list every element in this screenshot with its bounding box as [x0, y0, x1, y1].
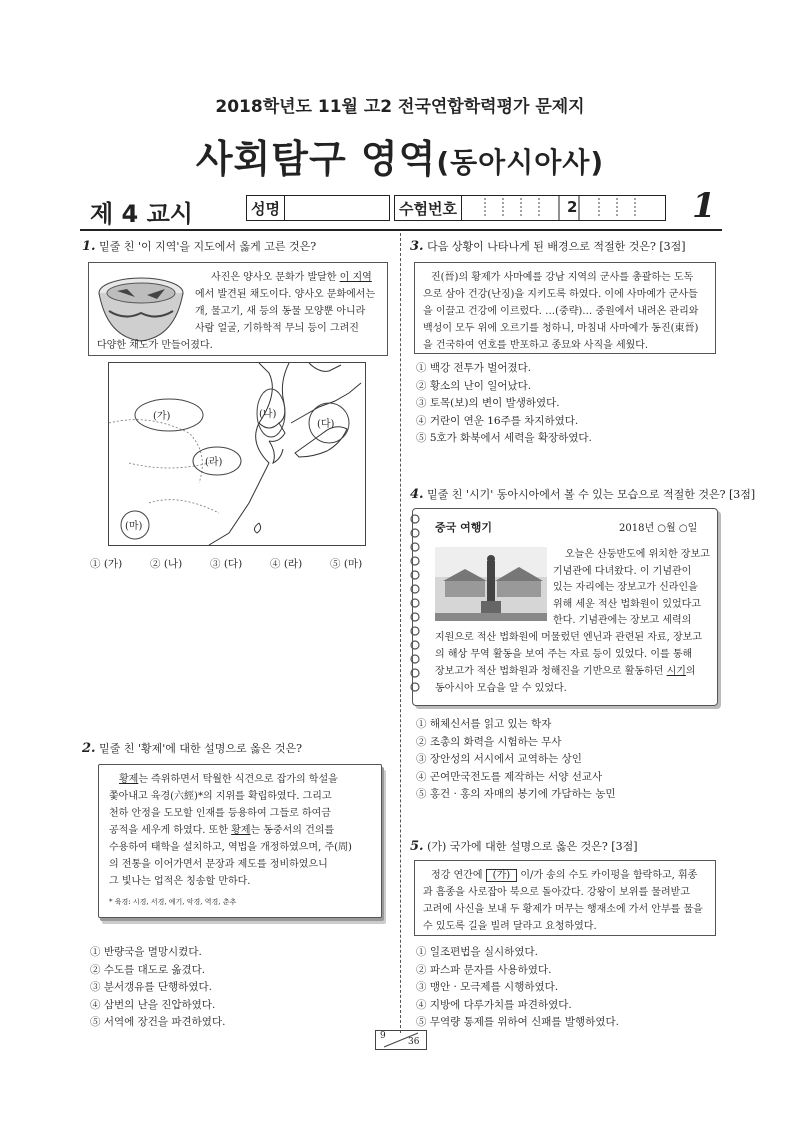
jang-bogo-memorial-photo	[435, 547, 547, 621]
q2-choice-1[interactable]: ① 반량국을 멸망시켰다.	[90, 946, 202, 958]
q4-full-text	[435, 629, 715, 697]
q3-choice-2[interactable]: ② 황소의 난이 일어났다.	[416, 379, 532, 392]
q3-passage-line: 을 이끌고 건강에 이르렀다. …(중략)… 중원에서 내려온 관리와	[423, 306, 699, 317]
q4-choice-5[interactable]: ⑤ 홍건 · 홍의 자매의 봉기에 가담하는 농민	[416, 788, 616, 800]
page-total: 36	[408, 1037, 420, 1047]
q2-passage-line: 쫓아내고 육경(六經)*의 지위를 확립하였다. 그리고	[109, 791, 332, 802]
text: 장보고가 적산 법화원과 청해진을 기반으로 활동하던	[435, 666, 667, 677]
q3-choices	[416, 360, 592, 448]
q3-passage-line: 진(晉)의 황제가 사마예를 강남 지역의 군사를 총괄하는 도독	[431, 272, 694, 283]
q2-passage	[109, 771, 375, 911]
q3-choice-3[interactable]: ③ 토목(보)의 변이 발생하였다.	[416, 397, 560, 409]
q4-right-text	[553, 547, 713, 630]
q5-passage-line	[423, 867, 707, 884]
q5-choice-5[interactable]: ⑤ 무역량 통제를 위하여 신패를 발행하였다.	[416, 1016, 619, 1028]
q2-choice-4[interactable]: ④ 삼번의 난을 진압하였다.	[90, 998, 216, 1011]
underlined-emperor: 황제	[119, 774, 139, 785]
q1-passage-line	[195, 269, 385, 286]
name-box	[246, 195, 390, 221]
q2-choice-2[interactable]: ② 수도를 대도로 옮겼다.	[90, 963, 206, 976]
q4-passage-line: 지원으로 적산 법화원에 머물렀던 엔닌과 관련된 자료, 장보고	[435, 632, 702, 643]
q1-text: 밑줄 친 '이 지역'을 지도에서 옳게 고른 것은?	[99, 240, 317, 253]
text: 는 동중서의 건의를	[250, 825, 335, 836]
q4-passage-line	[435, 663, 715, 680]
notebook-spiral	[407, 513, 423, 701]
exam-number-box	[394, 195, 666, 221]
underlined-this-region: 이 지역	[339, 272, 372, 283]
text: 공적을 세우게 하였다. 또한	[109, 825, 232, 836]
q3-passage-box	[414, 262, 716, 354]
q1-passage-box	[88, 262, 388, 356]
q2-passage-line: 의 전통을 이어가면서 문장과 제도를 정비하였으니	[109, 859, 328, 870]
map-label-ra: (라)	[205, 457, 223, 468]
q1-passage-line: 에서 발견된 채도이다. 양사오 문화에서는	[195, 289, 376, 300]
exam-subtitle: 2018학년도 11월 고2 전국연합학력평가 문제지	[215, 97, 585, 117]
column-divider	[400, 233, 401, 1033]
exam-number-cells[interactable]	[467, 196, 665, 220]
q4-passage-line: 기념관에 다녀왔다. 이 기념관이	[553, 565, 692, 577]
q2-passage-line: 수용하여 태학을 설치하고, 역법을 개정하였으며, 주(周)	[109, 842, 352, 853]
exam-title	[0, 128, 800, 183]
map-label-na: (나)	[259, 409, 277, 420]
q4-text: 밑줄 친 '시기' 동아시아에서 볼 수 있는 모습으로 적절한 것은? [3점]	[427, 488, 756, 501]
q5-choice-3[interactable]: ③ 맹안 · 모극제를 시행하였다.	[416, 981, 559, 993]
blank-ga: (가)	[486, 869, 517, 882]
q5-choices	[416, 944, 619, 1032]
q3-passage-line: 을 건국하여 연호를 반포하고 종묘와 사직을 세웠다.	[423, 340, 649, 351]
exam-number-label: 수험번호	[395, 196, 462, 220]
q1-choice-2[interactable]: ② (나)	[150, 558, 183, 570]
q4-number: 4.	[410, 487, 424, 502]
q4-passage-line: 한다. 기념관에는 장보고 세력의	[553, 615, 692, 626]
name-field[interactable]	[291, 196, 387, 220]
title-main: 사회탐구 영역	[195, 137, 437, 181]
underlined-period: 시기	[666, 666, 686, 677]
q3-passage-line: 백성이 모두 위에 오르기를 청하니, 마침내 사마예가 동진(東晉)	[423, 323, 699, 334]
q1-choice-5[interactable]: ⑤ (마)	[330, 558, 363, 570]
q5-choice-2[interactable]: ② 파스파 문자를 사용하였다.	[416, 963, 552, 976]
q5-number: 5.	[410, 839, 424, 854]
diary-date: 2018년 ○월 ○일	[619, 523, 698, 534]
q2-passage-line	[109, 822, 375, 839]
text: 는 즉위하면서 탁월한 식견으로 잡가의 학설을	[138, 774, 338, 785]
q1-choice-3[interactable]: ③ (다)	[210, 558, 243, 570]
q4-passage-line: 오늘은 산둥반도에 위치한 장보고	[565, 549, 710, 560]
underlined-emperor: 황제	[231, 825, 251, 836]
q5-choice-4[interactable]: ④ 지방에 다루가치를 파견하였다.	[416, 998, 572, 1011]
q4-choice-3[interactable]: ③ 장안성의 서시에서 교역하는 상인	[416, 753, 582, 765]
q1-number: 1.	[82, 239, 96, 254]
text: 사진은 양사오 문화가 발달한	[211, 272, 340, 283]
q4-choice-1[interactable]: ① 해체신서를 읽고 있는 학자	[416, 718, 552, 730]
q1-passage-line: 다양한 채도가 만들어졌다.	[97, 340, 213, 351]
q3-number: 3.	[410, 239, 424, 254]
q4-choice-4[interactable]: ④ 곤여만국전도를 제작하는 서양 선교사	[416, 770, 603, 783]
q4-choice-2[interactable]: ② 조총의 화력을 시험하는 무사	[416, 735, 562, 748]
q5-passage-line: 수 있도록 길을 빌려 달라고 요청하였다.	[423, 921, 597, 932]
q5-question	[410, 838, 638, 855]
q2-text: 밑줄 친 '황제'에 대한 설명으로 옳은 것은?	[99, 742, 303, 755]
q3-choice-1[interactable]: ① 백강 전투가 벌어졌다.	[416, 362, 532, 374]
map-drawing	[109, 363, 365, 545]
q2-choice-5[interactable]: ⑤ 서역에 장건을 파견하였다.	[90, 1016, 226, 1028]
q4-passage-line: 의 해상 무역 활동을 보여 주는 자료 등이 있었다. 이를 통해	[435, 649, 693, 660]
text: 의	[685, 666, 696, 677]
diary-title: 중국 여행기	[435, 521, 492, 534]
east-asia-map	[108, 362, 366, 546]
map-label-ma: (마)	[125, 521, 143, 532]
page-number: 1	[692, 186, 716, 226]
q1-question	[82, 238, 316, 255]
q3-choice-4[interactable]: ④ 거란이 연운 16주를 차지하였다.	[416, 414, 579, 427]
q2-number: 2.	[82, 741, 96, 756]
q3-choice-5[interactable]: ⑤ 5호가 화북에서 세력을 확장하였다.	[416, 432, 592, 444]
page-counter	[375, 1030, 427, 1050]
q5-passage-line: 고려에 사신을 보내 두 황제가 머무는 행재소에 가서 안부를 물을	[423, 904, 703, 915]
q5-choice-1[interactable]: ① 일조편법을 실시하였다.	[416, 946, 538, 958]
header-rule	[80, 229, 722, 231]
q1-choice-1[interactable]: ① (가)	[90, 558, 123, 570]
q4-diary	[412, 508, 718, 706]
map-label-ga: (가)	[153, 411, 171, 422]
q1-passage-line: 사람 얼굴, 기하학적 무늬 등이 그려진	[195, 323, 359, 334]
q3-question	[410, 238, 686, 255]
text: 정강 연간에	[431, 870, 486, 881]
q5-passage-line: 과 흠종을 사로잡아 북으로 돌아갔다. 강왕이 보위를 물려받고	[423, 887, 690, 898]
q2-passage-line: 그 빛나는 업적은 칭송할 만하다.	[109, 876, 251, 887]
q2-choice-3[interactable]: ③ 분서갱유를 단행하였다.	[90, 981, 212, 993]
exam-number-digit: 2	[567, 198, 578, 216]
q3-text: 다음 상황이 나타나게 된 배경으로 적절한 것은? [3점]	[427, 240, 686, 253]
q5-passage-box	[414, 860, 716, 936]
q4-passage-line: 있는 자리에는 장보고가 신라인을	[553, 582, 698, 593]
q1-choice-4[interactable]: ④ (라)	[270, 558, 303, 570]
q5-text: (가) 국가에 대한 설명으로 옳은 것은? [3점]	[427, 840, 638, 853]
q1-passage-line: 개, 물고기, 새 등의 동물 모양뿐 아니라	[195, 306, 366, 317]
painted-pottery-image	[95, 271, 187, 347]
q2-question	[82, 740, 302, 757]
q2-book-passage	[98, 764, 382, 918]
q1-passage	[195, 269, 385, 337]
name-label: 성명	[247, 196, 285, 220]
period-label: 제 4 교시	[90, 200, 193, 228]
text: 이/가 송의 수도 카이펑을 함락하고, 휘종	[517, 870, 698, 881]
q4-passage-line: 위해 세운 적산 법화원이 있었다고	[553, 598, 701, 610]
map-label-da: (다)	[317, 419, 335, 430]
title-sub: (동아시아사)	[436, 146, 605, 179]
q2-choices	[90, 944, 225, 1032]
q3-passage-line: 으로 삼아 건강(난징)을 지키도록 하였다. 이에 사마예가 군사들	[423, 289, 698, 300]
q2-footnote: * 육경: 시경, 서경, 예기, 악경, 역경, 춘추	[109, 898, 237, 906]
page-current: 9	[380, 1031, 386, 1041]
q2-passage-line: 천하 안정을 도모할 인재를 등용하여 그들로 하여금	[109, 808, 331, 819]
q4-passage-line: 동아시아 모습을 알 수 있었다.	[435, 683, 567, 694]
q4-choices	[416, 716, 616, 804]
q4-question	[410, 486, 755, 503]
q2-passage-line	[109, 771, 375, 788]
